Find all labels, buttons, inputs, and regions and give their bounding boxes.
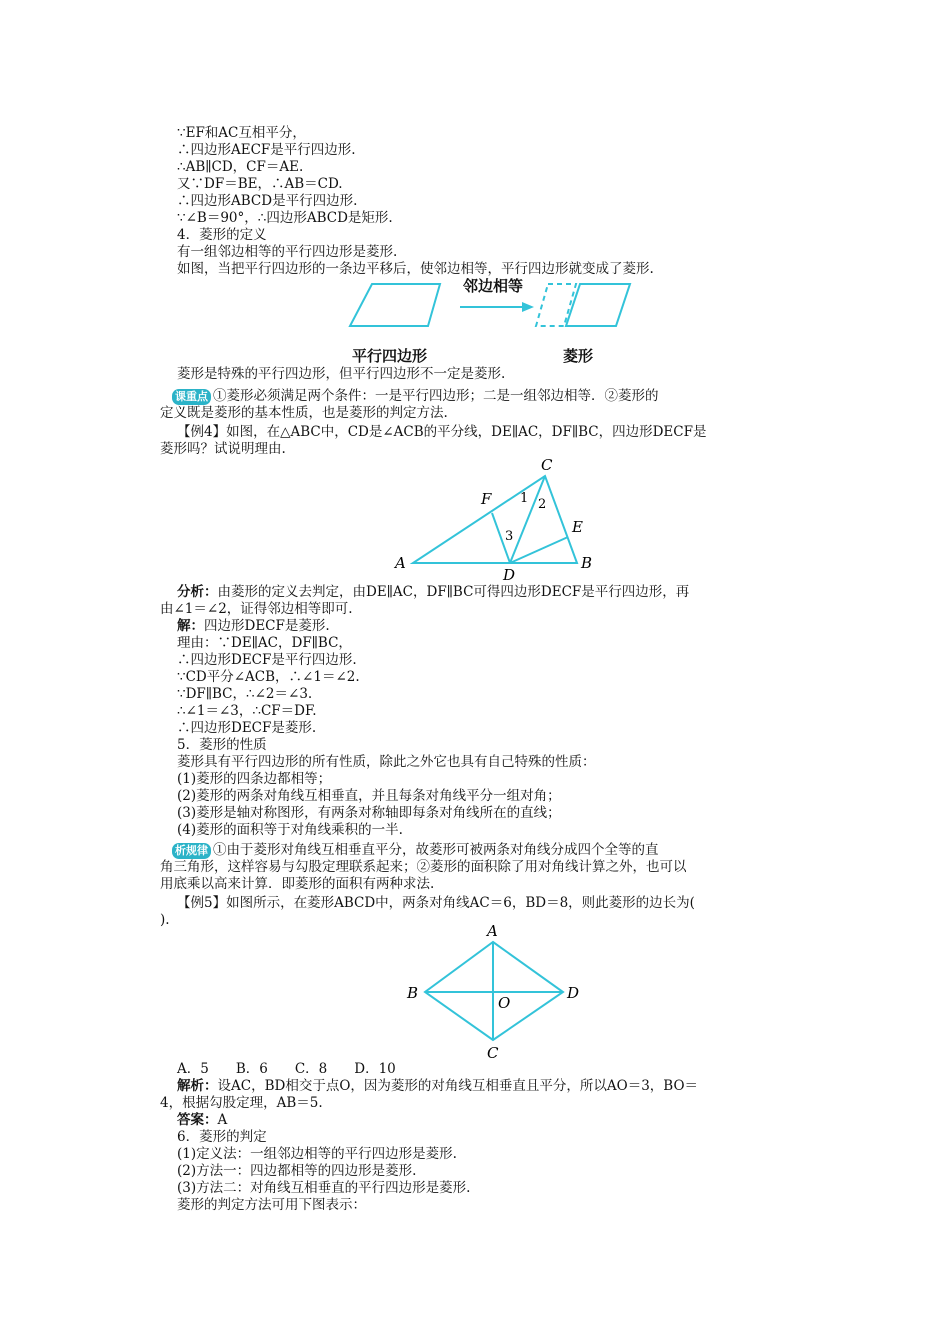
line-1: ∵EF和AC互相平分， [177, 125, 306, 141]
arrow-head [522, 302, 534, 312]
angle-2-label: 2 [538, 497, 547, 512]
dashed-original-shape [536, 284, 576, 326]
label-b: B [407, 984, 419, 1002]
solution-line-4: ∵CD平分∠ACB，∴∠1＝∠2. [177, 669, 360, 685]
rule-line-1: 析规律 ①由于菱形对角线互相垂直平分，故菱形可被两条对角线分成四个全等的直 [172, 842, 659, 859]
rule-line-2: 角三角形，这样容易与勾股定理联系起来；②菱形的面积除了用对角线计算之外，也可以 [160, 859, 687, 875]
judgement-4: 菱形的判定方法可用下图表示： [177, 1197, 366, 1213]
answer-line [177, 1112, 227, 1128]
label-o: O [498, 994, 511, 1012]
angle-3-label: 3 [505, 529, 514, 544]
line-5: ∴四边形ABCD是平行四边形. [177, 193, 358, 209]
analysis-label: 分析： [177, 584, 218, 600]
label-c: C [487, 1044, 499, 1062]
label-d: D [503, 566, 516, 580]
example-5-line-1: 【例5】如图所示，在菱形ABCD中，两条对角线AC＝6，BD＝8，则此菱形的边长为( [177, 895, 695, 911]
line-3: ∴AB∥CD，CF＝AE. [177, 159, 304, 175]
answer-label: 答案： [177, 1112, 218, 1128]
label-c: C [541, 456, 553, 474]
rhombus-shape [566, 284, 630, 326]
line-6: ∵∠B＝90°，∴四边形ABCD是矩形. [177, 210, 393, 226]
special-note: 菱形是特殊的平行四边形，但平行四边形不一定是菱形. [177, 366, 506, 382]
explanation-line-2: 4，根据勾股定理，AB＝5. [160, 1095, 323, 1111]
judgement-1: (1)定义法：一组邻边相等的平行四边形是菱形. [177, 1146, 457, 1162]
key-point-2: 定义既是菱形的基本性质，也是菱形的判定方法. [160, 405, 448, 421]
heading-6: 6．菱形的判定 [177, 1129, 267, 1145]
example-4-line-2: 菱形吗？试说明理由. [160, 441, 286, 457]
rule-line-3: 用底乘以高来计算．即菱形的面积有两种求法. [160, 876, 435, 892]
figure-rhombus-abcd [400, 920, 590, 1065]
explanation-label: 解析： [177, 1078, 218, 1094]
label-f: F [481, 490, 492, 508]
angle-1-label: 1 [520, 491, 529, 506]
solution-line-6: ∴∠1＝∠3，∴CF＝DF. [177, 703, 317, 719]
property-3: (3)菱形是轴对称图形，有两条对称轴即每条对角线所在的直线； [177, 805, 561, 821]
heading-4: 4．菱形的定义 [177, 227, 267, 243]
definition: 有一组邻边相等的平行四边形是菱形. [177, 244, 398, 260]
solution-line-3: ∴四边形DECF是平行四边形. [177, 652, 357, 668]
solution-line-5: ∵DF∥BC，∴∠2＝∠3. [177, 686, 313, 702]
line-2: ∴四边形AECF是平行四边形. [177, 142, 356, 158]
rhombus-caption: 菱形 [563, 347, 594, 365]
figure-triangle-abc [385, 450, 615, 580]
label-a: A [487, 922, 498, 940]
property-1: (1)菱形的四条边都相等； [177, 771, 332, 787]
solution-line-2: 理由：∵DE∥AC，DF∥BC， [177, 635, 352, 651]
answer-value: A [217, 1112, 228, 1128]
rule-badge: 析规律 [172, 843, 211, 859]
arrow-label: 邻边相等 [463, 277, 524, 295]
analysis-line-1: 分析：由菱形的定义去判定，由DE∥AC，DF∥BC可得四边形DECF是平行四边形，再 [177, 584, 690, 600]
key-point-1: 课重点 ①菱形必须满足两个条件：一是平行四边形；二是一组邻边相等．②菱形的 [172, 388, 659, 405]
figure-intro: 如图，当把平行四边形的一条边平移后，使邻边相等，平行四边形就变成了菱形. [177, 261, 654, 277]
label-b: B [581, 554, 593, 572]
property-intro: 菱形具有平行四边形的所有性质，除此之外它也具有自己特殊的性质： [177, 754, 596, 770]
parallelogram-caption: 平行四边形 [352, 347, 428, 365]
line-4: 又∵DF＝BE，∴AB＝CD. [177, 176, 343, 192]
solution-line-7: ∴四边形DECF是菱形. [177, 720, 317, 736]
example-4-line-1: 【例4】如图，在△ABC中，CD是∠ACB的平分线，DE∥AC，DF∥BC，四边形DECF是 [177, 424, 707, 440]
key-badge: 课重点 [172, 389, 211, 405]
judgement-2: (2)方法一：四边都相等的四边形是菱形. [177, 1163, 417, 1179]
label-a: A [395, 554, 406, 572]
label-e: E [572, 518, 583, 536]
answer-options: A．5 B．6 C．8 D．10 [177, 1061, 396, 1077]
property-4: (4)菱形的面积等于对角线乘积的一半. [177, 822, 403, 838]
solution-line-1: 解：四边形DECF是菱形. [177, 618, 330, 634]
property-2: (2)菱形的两条对角线互相垂直，并且每条对角线平分一组对角； [177, 788, 561, 804]
heading-5: 5．菱形的性质 [177, 737, 267, 753]
solution-label: 解： [177, 618, 204, 634]
judgement-3: (3)方法二：对角线互相垂直的平行四边形是菱形. [177, 1180, 471, 1196]
analysis-line-2: 由∠1＝∠2，证得邻边相等即可. [160, 601, 353, 617]
label-d: D [567, 984, 580, 1002]
parallelogram-shape [350, 284, 440, 326]
example-5-line-2: ). [160, 912, 170, 928]
explanation-line-1: 解析：设AC，BD相交于点O，因为菱形的对角线互相垂直且平分，所以AO＝3，BO＝ [177, 1078, 699, 1094]
